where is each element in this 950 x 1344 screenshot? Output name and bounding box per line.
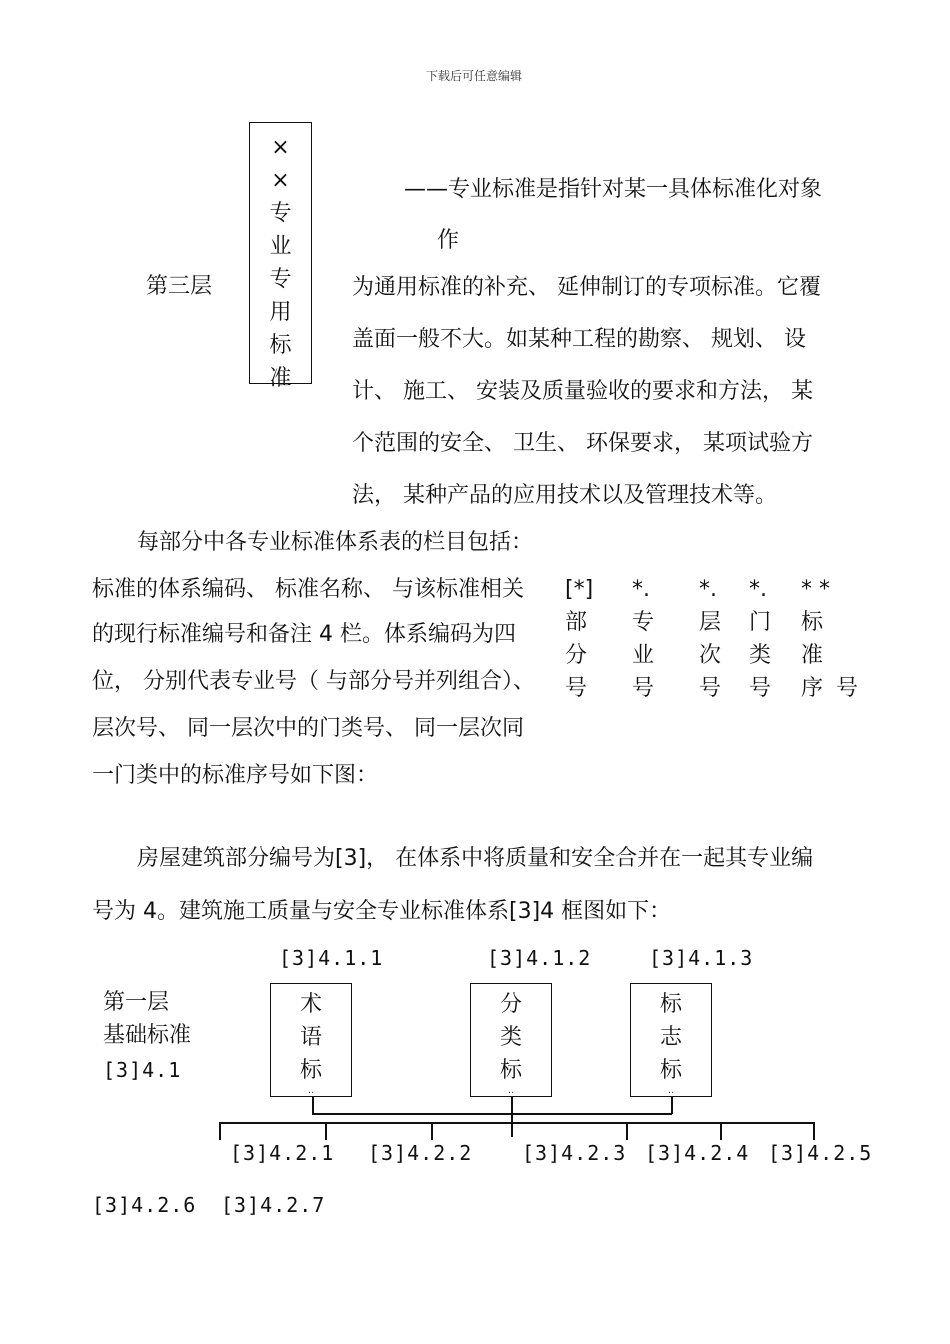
diagram-code-bottom: [3]4.2.3 <box>522 1141 627 1165</box>
layer3-desc-line: 个范围的安全、 卫生、 环保要求， 某项试验方 <box>352 431 813 456</box>
diagram-box-char: 标 <box>659 992 682 1017</box>
layer3-desc-line: 法， 某种产品的应用技术以及管理技术等。 <box>352 483 777 508</box>
code-column-text: * * <box>801 577 830 602</box>
code-column-text: 号 <box>836 676 859 701</box>
diagram-box-dots: .. <box>307 1085 315 1096</box>
connector-line <box>325 1122 327 1140</box>
code-column-text: *. <box>632 577 650 602</box>
layer3-desc-line: 为通用标准的补充、 延伸制订的专项标准。它覆 <box>352 275 821 300</box>
layer3-desc-line: 盖面一般不大。如某种工程的勘察、 规划、 设 <box>352 327 806 352</box>
layer3-box-char: 专 <box>269 267 292 292</box>
diagram-code-bottom: [3]4.2.1 <box>230 1141 335 1165</box>
code-column-text: 层 <box>699 610 722 635</box>
layer3-title-box <box>249 122 312 391</box>
paragraph-line: 号为 4。建筑施工质量与安全专业标准体系[3]4 框图如下： <box>92 899 672 924</box>
diagram-box-char: 标 <box>299 1058 322 1083</box>
connector-line <box>312 1113 672 1115</box>
diagram-code-top: [3]4.1.3 <box>649 946 754 970</box>
layer3-desc-line: 计、 施工、 安装及质量验收的要求和方法， 某 <box>352 379 813 404</box>
code-column-text: 标 <box>801 610 824 635</box>
diagram-code-extra: [3]4.2.6 <box>92 1193 197 1217</box>
layer3-box-char: 用 <box>269 300 292 325</box>
layer3-box-char: × <box>271 135 290 160</box>
layer3-box-char: 标 <box>269 333 292 358</box>
code-column-text: [*] <box>565 577 594 602</box>
code-column-text: 号 <box>632 676 655 701</box>
diagram-code-bottom: [3]4.2.5 <box>768 1141 873 1165</box>
diagram-box-char: 语 <box>299 1025 322 1050</box>
paragraph-line: 位， 分别代表专业号（ 与部分号并列组合）、 <box>92 669 535 694</box>
connector-line <box>720 1122 722 1140</box>
connector-line <box>511 1097 513 1137</box>
diagram-box-dots: .. <box>507 1085 515 1096</box>
code-column-text: 专 <box>632 610 655 635</box>
diagram-code-bottom: [3]4.2.4 <box>645 1141 750 1165</box>
code-column-text: 类 <box>749 643 772 668</box>
layer1-name: 基础标准 <box>103 1023 192 1048</box>
diagram-code-extra: [3]4.2.7 <box>221 1193 326 1217</box>
layer3-box-char: 专 <box>269 201 292 226</box>
code-column-text: 次 <box>699 643 722 668</box>
diagram-box-char: 标 <box>499 1058 522 1083</box>
connector-line <box>219 1122 814 1124</box>
diagram-box-classification <box>470 983 552 1097</box>
diagram-code-top: [3]4.1.1 <box>279 946 384 970</box>
code-column-text: 准 <box>801 643 824 668</box>
layer3-box-char: 准 <box>269 366 292 391</box>
diagram-box-signs <box>630 983 712 1097</box>
layer1-label: 第一层 <box>103 990 170 1015</box>
code-column-text: 部 <box>565 610 588 635</box>
connector-line <box>626 1122 628 1140</box>
code-column-text: 门 <box>749 610 772 635</box>
code-column-text: 分 <box>565 643 588 668</box>
code-column-serial-tail <box>836 672 858 705</box>
layer3-desc-line: 作 <box>437 228 460 253</box>
diagram-box-char: 分 <box>499 992 522 1017</box>
diagram-box-char: 类 <box>499 1025 522 1050</box>
diagram-box-char: 术 <box>299 992 322 1017</box>
code-column-text: 号 <box>565 676 588 701</box>
paragraph-columns: 每部分中各专业标准体系表的栏目包括： <box>137 530 534 555</box>
code-column-text: *. <box>749 577 767 602</box>
diagram-box-terminology <box>270 983 352 1097</box>
page-header: 下载后可任意编辑 <box>426 69 523 83</box>
code-column-specialty <box>632 573 654 705</box>
connector-line <box>671 1097 673 1114</box>
code-column-text: 号 <box>699 676 722 701</box>
layer3-box-char: 业 <box>269 234 292 259</box>
code-column-level <box>699 573 721 705</box>
paragraph-line: 的现行标准编号和备注 4 栏。体系编码为四 <box>92 622 516 647</box>
code-column-text: *. <box>699 577 717 602</box>
layer3-box-char: × <box>271 168 290 193</box>
code-column-serial <box>801 573 830 705</box>
layer1-code: [3]4.1 <box>103 1058 182 1082</box>
diagram-box-dots: .. <box>667 1085 675 1096</box>
diagram-box-char: 志 <box>659 1025 682 1050</box>
connector-line <box>813 1122 815 1140</box>
code-column-category <box>749 573 771 705</box>
connector-line <box>431 1122 433 1140</box>
diagram-box-char: 标 <box>659 1058 682 1083</box>
paragraph-line: 房屋建筑部分编号为[3]， 在体系中将质量和安全合并在一起其专业编 <box>137 846 814 871</box>
code-column-text: 业 <box>632 643 655 668</box>
connector-line <box>219 1122 221 1140</box>
diagram-code-bottom: [3]4.2.2 <box>368 1141 473 1165</box>
code-column-text: 号 <box>749 676 772 701</box>
connector-line <box>312 1097 314 1114</box>
layer3-label: 第三层 <box>146 274 213 299</box>
diagram-code-top: [3]4.1.2 <box>487 946 592 970</box>
layer3-desc-line: ——专业标准是指针对某一具体标准化对象 <box>404 177 823 202</box>
code-column-text: 序 <box>801 676 824 701</box>
paragraph-line: 一门类中的标准序号如下图： <box>92 763 379 788</box>
paragraph-line: 标准的体系编码、 标准名称、 与该标准相关 <box>92 577 524 602</box>
paragraph-line: 层次号、 同一层次中的门类号、 同一层次同 <box>92 716 524 741</box>
code-column-section <box>565 573 593 705</box>
